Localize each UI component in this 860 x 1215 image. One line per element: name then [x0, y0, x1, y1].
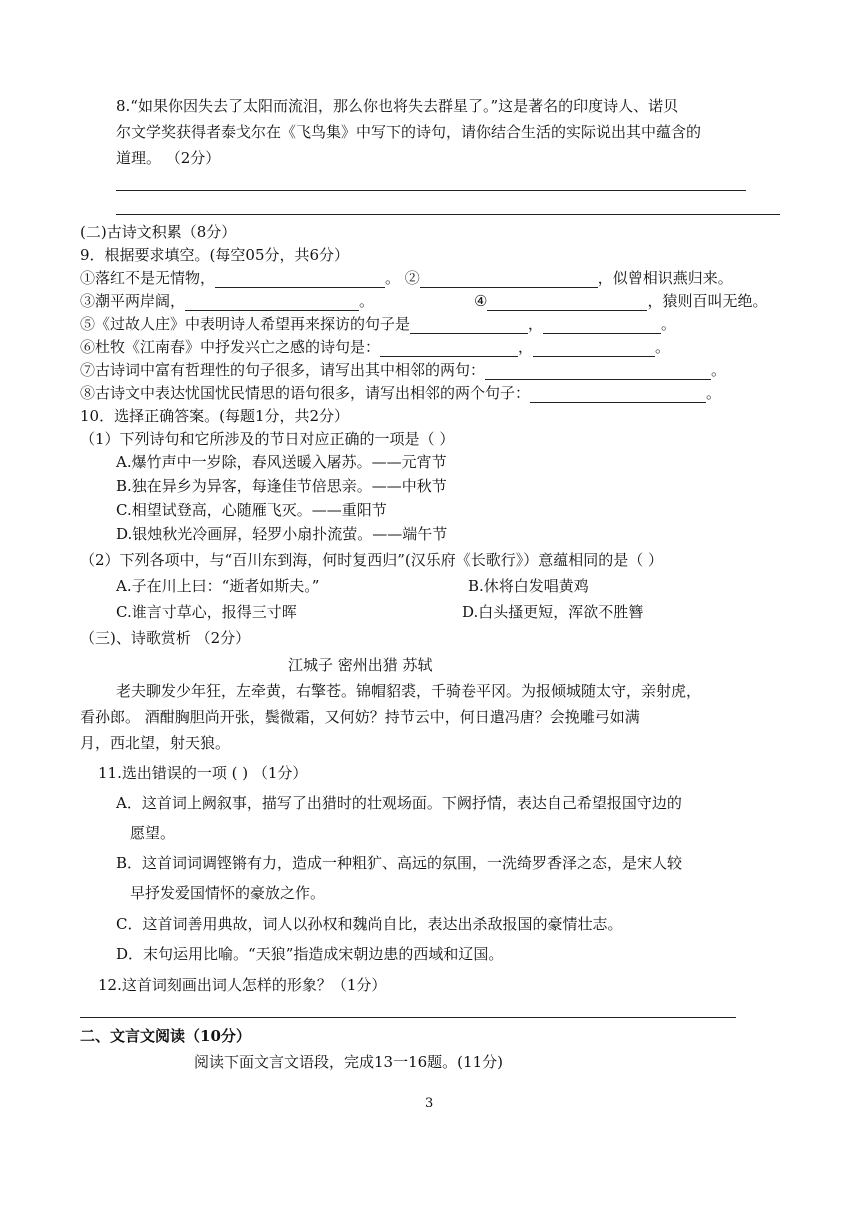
q10-2-option-a[interactable]: A.子在川上曰：“逝者如斯夫。” — [116, 577, 320, 595]
blank-3[interactable] — [185, 294, 359, 311]
q9-row-1: ①落红不是无情物， 。 ② ，似曾相识燕归来。 — [80, 269, 733, 287]
q9-title: 9．根据要求填空。(每空05分，共6分） — [80, 246, 350, 264]
blank-10[interactable] — [530, 386, 706, 403]
q12-answer-line[interactable] — [80, 1017, 736, 1018]
q10-1-option-a[interactable]: A.爆竹声中一岁除，春风送暖入屠苏。——元宵节 — [116, 453, 447, 471]
page-number: 3 — [425, 1096, 434, 1111]
q10-sub-1: （1）下列诗句和它所涉及的节日对应正确的一项是（ ） — [80, 430, 455, 448]
q11-option-b[interactable]: B．这首词词调铿锵有力，造成一种粗犷、高远的氛围，一洗绮罗香泽之态，是宋人较 — [116, 854, 683, 872]
q11-option-a-cont: 愿望。 — [130, 824, 176, 842]
poem-line-3: 月，西北望，射天狼。 — [80, 734, 231, 752]
q9-row-5: ⑦古诗词中富有哲理性的句子很多，请写出其中相邻的两句： 。 — [80, 361, 727, 379]
q9-row-2: ③潮平两岸阔， 。 — [80, 292, 375, 310]
part-2-heading: 二、文言文阅读（10分） — [80, 1027, 251, 1045]
q8-answer-line-1[interactable] — [116, 190, 746, 191]
blank-5[interactable] — [410, 317, 528, 334]
poem-line-1: 老夫聊发少年狂，左牵黄，右擎苍。锦帽貂裘，千骑卷平冈。为报倾城随太守，亲射虎， — [116, 682, 702, 700]
q11-option-c[interactable]: C．这首词善用典故，词人以孙权和魏尚自比，表达出杀敌报国的豪情壮志。 — [116, 915, 623, 933]
q10-sub-2: （2）下列各项中，与“百川东到海，何时复西归”(汉乐府《长歌行》）意蕴相同的是（ ） — [80, 551, 664, 569]
poem-title: 江城子 密州出猎 苏轼 — [288, 656, 433, 674]
q9-row-2b: ④ ，猿则百叫无绝。 — [474, 292, 768, 310]
q11-title: 11.选出错误的一项 ( ) （1分） — [98, 764, 308, 782]
q10-2-option-c[interactable]: C.谁言寸草心，报得三寸晖 — [116, 603, 297, 621]
blank-4[interactable] — [487, 294, 647, 311]
q9-row-6: ⑧古诗文中表达忧国忧民情思的语句很多，请写出相邻的两个句子： 。 — [80, 384, 722, 402]
q8-line-2: 尔文学奖获得者泰戈尔在《飞鸟集》中写下的诗句，请你结合生活的实际说出其中蕴含的 — [116, 123, 702, 141]
blank-1[interactable] — [215, 271, 385, 288]
q10-2-option-b[interactable]: B.休将白发唱黄鸡 — [468, 577, 589, 595]
q10-1-option-b[interactable]: B.独在异乡为异客，每逢佳节倍思亲。——中秋节 — [116, 477, 447, 495]
q12-title: 12.这首词刻画出词人怎样的形象？（1分） — [98, 976, 387, 994]
q10-1-option-c[interactable]: C.相望试登高，心随雁飞灭。——重阳节 — [116, 501, 387, 519]
q8-answer-line-2[interactable] — [116, 214, 780, 215]
q10-1-option-d[interactable]: D.银烛秋光冷画屏，轻罗小扇扑流萤。——端午节 — [116, 525, 448, 543]
blank-6[interactable] — [543, 317, 661, 334]
q10-2-option-d[interactable]: D.白头搔更短，浑欲不胜簪 — [462, 603, 644, 621]
q8-line-1: 8.“如果你因失去了太阳而流泪，那么你也将失去群星了。”这是著名的印度诗人、诺贝 — [116, 97, 679, 115]
section-3-heading: （三)、诗歌赏析 （2分） — [80, 629, 251, 647]
part-2-intro: 阅读下面文言文语段，完成13一16题。(11分) — [194, 1053, 503, 1071]
q11-option-b-cont: 早抒发爱国情怀的豪放之作。 — [130, 884, 326, 902]
blank-7[interactable] — [380, 340, 518, 357]
blank-2[interactable] — [420, 271, 598, 288]
q10-title: 10．选择正确答案。(每题1分，共2分） — [80, 407, 350, 425]
blank-9[interactable] — [485, 363, 711, 380]
q11-option-a[interactable]: A．这首词上阙叙事，描写了出猎时的壮观场面。下阙抒情，表达自己希望报国守边的 — [116, 794, 682, 812]
section-2-heading: (二)古诗文积累（8分） — [80, 223, 237, 241]
q11-option-d[interactable]: D．末句运用比喻。“天狼”指造成宋朝边患的西域和辽国。 — [116, 945, 504, 963]
q9-row-4: ⑥杜牧《江南春》中抒发兴亡之感的诗句是： ， 。 — [80, 338, 671, 356]
q9-row-3: ⑤《过故人庄》中表明诗人希望再来探访的句子是 ， 。 — [80, 315, 677, 333]
poem-line-2: 看孙郎。 酒酣胸胆尚开张，鬓微霜，又何妨？持节云中，何日遣冯唐？会挽雕弓如满 — [80, 708, 640, 726]
blank-8[interactable] — [533, 340, 655, 357]
q8-line-3: 道理。 （2分） — [116, 149, 221, 167]
